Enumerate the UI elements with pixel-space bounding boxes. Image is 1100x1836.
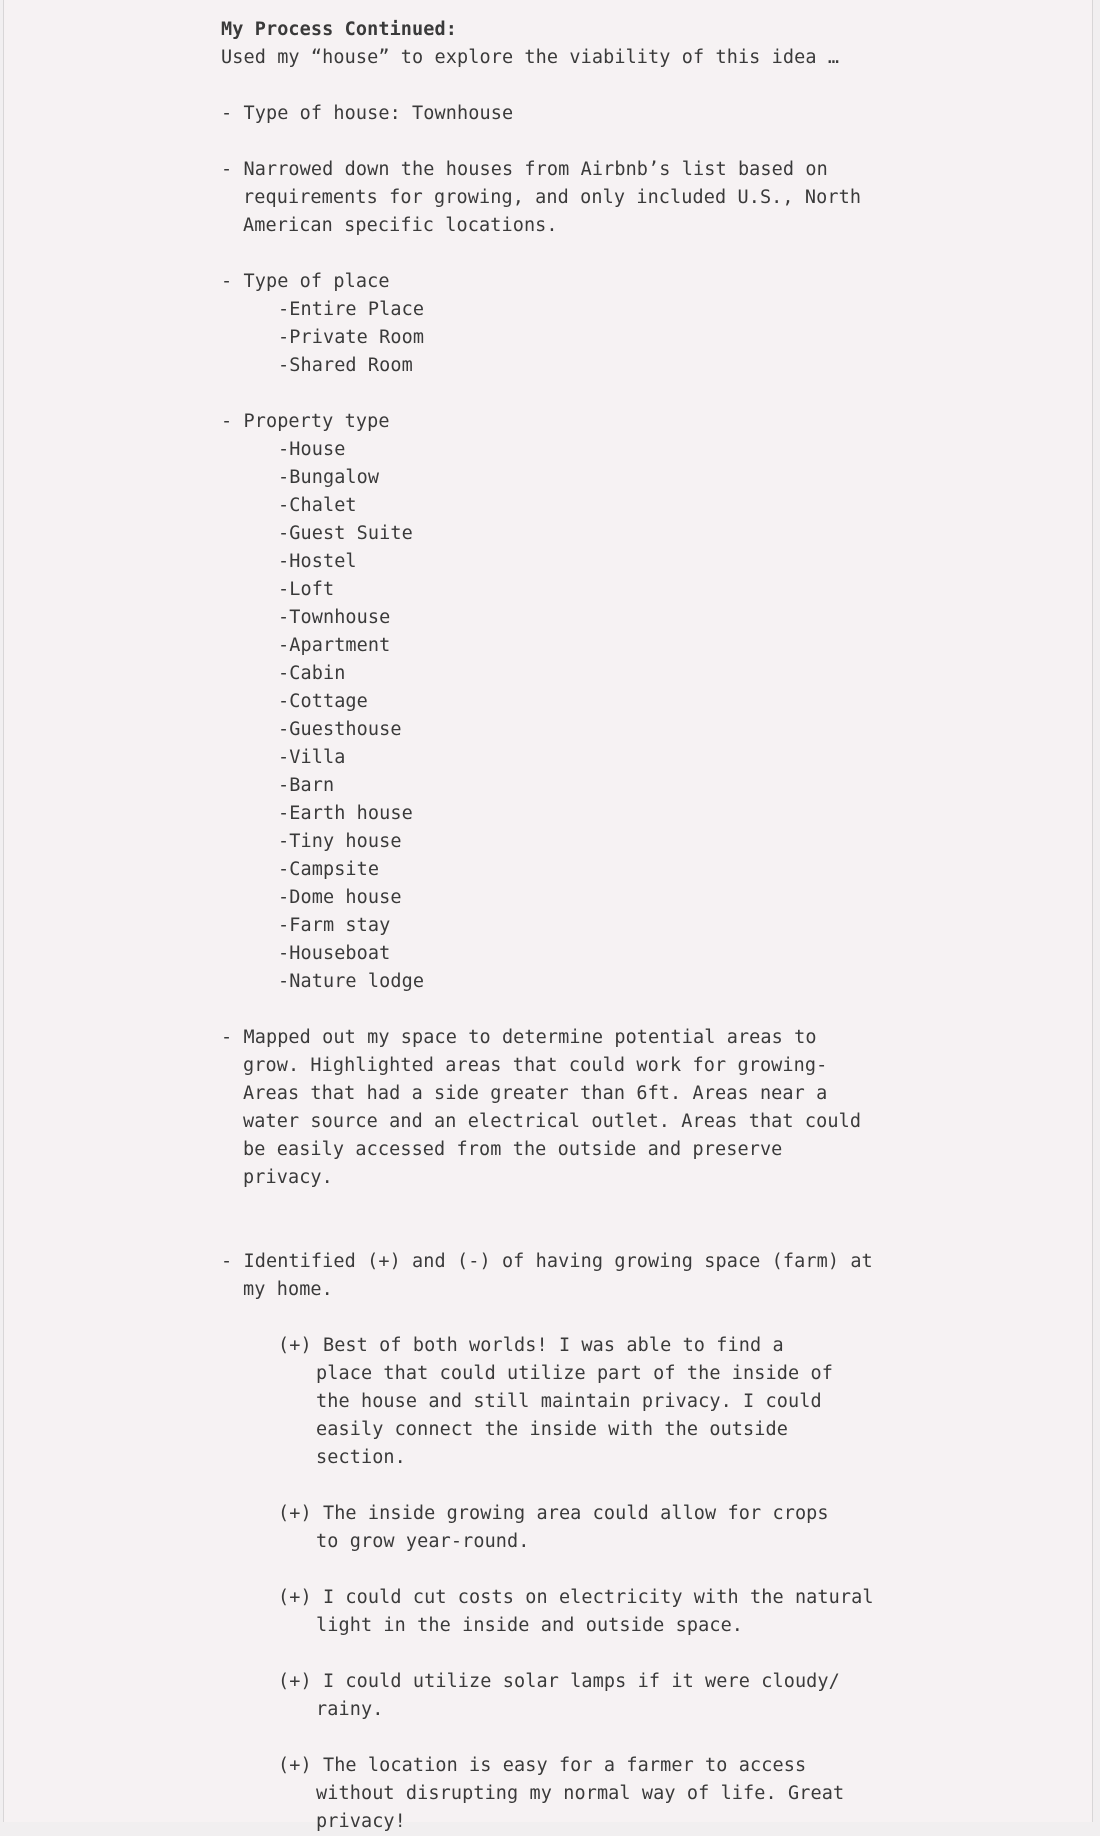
type-of-place-list [221,296,881,380]
pro-item: (+) The location is easy for a farmer to access without disrupting my normal way of life. Great privacy! [278,1755,845,1832]
page-title: My Process Continued: [221,19,457,40]
identified-item: - Identified (+) and (-) of having growing space (farm) at my home. [221,1251,873,1300]
list-item: -House [278,439,346,460]
list-item: -Guesthouse [278,719,402,740]
pro-item: (+) I could cut costs on electricity with the natural light in the inside and outside space. [278,1587,874,1636]
property-type-list [221,436,881,996]
list-item: -Chalet [278,495,357,516]
list-item: -Farm stay [278,915,391,936]
list-item: -Tiny house [278,831,402,852]
mapped-item: - Mapped out my space to determine potential areas to grow. Highlighted areas that could work for growing- Areas that had a side greater than 6ft. Areas near a water source and an electrical outlet. Areas that could be easily accessed from the outside and preserve privacy. [221,1027,862,1188]
list-item: -Private Room [278,327,425,348]
list-item: -Campsite [278,859,380,880]
type-of-place-label: - Type of place [221,271,390,292]
pro-item: (+) I could utilize solar lamps if it were cloudy/ rainy. [278,1671,840,1720]
narrowed-item: - Narrowed down the houses from Airbnb’s list based on requirements for growing, and only included U.S., North American specific locations. [221,159,862,236]
list-item: -Dome house [278,887,402,908]
list-item: -Houseboat [278,943,391,964]
document-content [221,16,881,1836]
list-item: -Townhouse [278,607,391,628]
list-item: -Villa [278,747,346,768]
list-item: -Cabin [278,663,346,684]
list-item: -Bungalow [278,467,380,488]
list-item: -Apartment [278,635,391,656]
list-item: -Entire Place [278,299,425,320]
house-type-item: - Type of house: Townhouse [221,103,514,124]
property-type-label: - Property type [221,411,390,432]
document-page [3,0,1093,1832]
list-item: -Guest Suite [278,523,413,544]
list-item: -Cottage [278,691,368,712]
list-item: -Shared Room [278,355,413,376]
list-item: -Nature lodge [278,971,425,992]
list-item: -Barn [278,775,335,796]
intro-text: Used my “house” to explore the viability of this idea … [221,47,840,68]
list-item: -Earth house [278,803,413,824]
list-item: -Loft [278,579,335,600]
list-item: -Hostel [278,551,357,572]
pro-item: (+) The inside growing area could allow for crops to grow year-round. [278,1503,829,1552]
pro-item: (+) Best of both worlds! I was able to find a place that could utilize part of the inside of the house and still maintain privacy. I could easily connect the inside with the outside section. [278,1335,833,1468]
